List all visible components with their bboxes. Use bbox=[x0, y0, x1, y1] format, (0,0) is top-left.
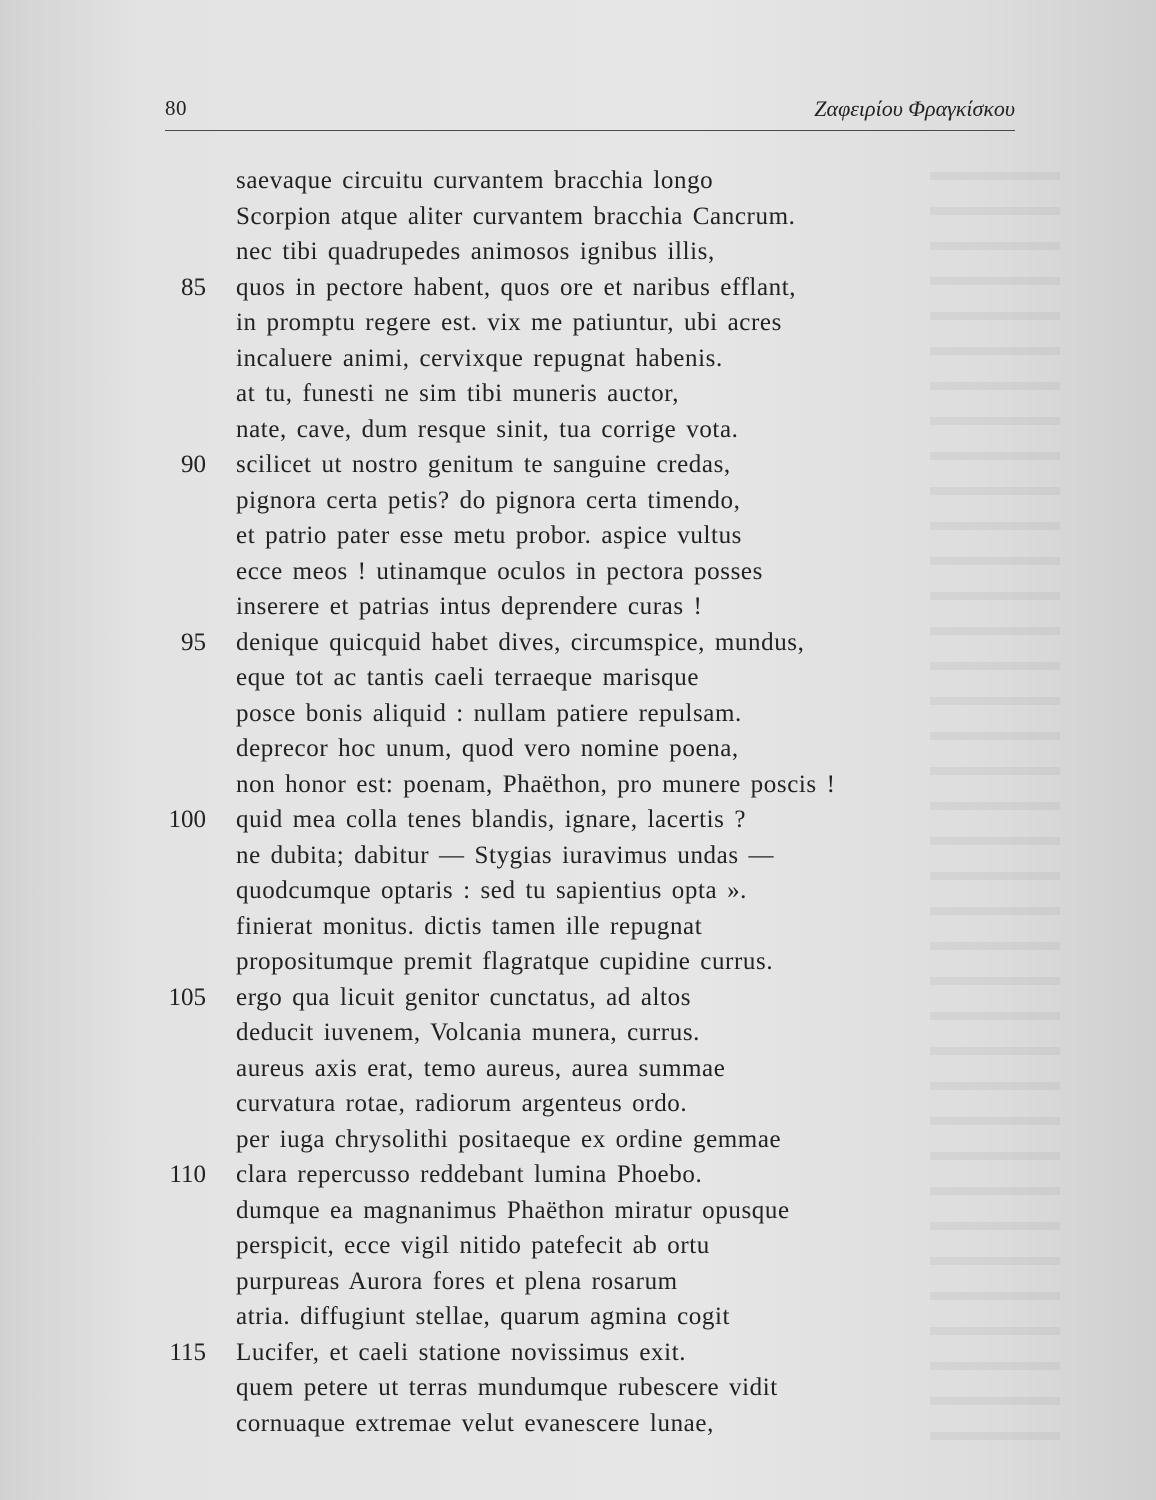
verse-text: incaluere animi, cervixque repugnat habenis. bbox=[236, 344, 723, 372]
verse-line bbox=[0, 167, 1156, 203]
verse-line bbox=[0, 593, 1156, 629]
verse-line bbox=[0, 1303, 1156, 1339]
page-number: 80 bbox=[165, 96, 187, 120]
verse-text: et patrio pater esse metu probor. aspice vultus bbox=[236, 522, 743, 549]
verse-line bbox=[0, 1339, 1156, 1375]
verse-line bbox=[0, 771, 1156, 807]
verse-line bbox=[0, 948, 1156, 984]
verse-text: clara repercusso reddebant lumina Phoebo. bbox=[236, 1161, 703, 1188]
verse-text: nec tibi quadrupedes animosos ignibus illis, bbox=[236, 238, 715, 265]
line-number: 85 bbox=[181, 273, 206, 301]
verse-line bbox=[0, 735, 1156, 771]
verse-line bbox=[0, 913, 1156, 949]
verse-text: nate, cave, dum resque sinit, tua corrige vota. bbox=[236, 415, 739, 443]
verse-text: aureus axis erat, temo aureus, aurea summae bbox=[236, 1054, 726, 1082]
line-number: 105 bbox=[168, 983, 206, 1011]
verse-text: scilicet ut nostro genitum te sanguine credas, bbox=[236, 451, 731, 478]
verse-text: Scorpion atque aliter curvantem bracchia Cancrum. bbox=[236, 202, 796, 230]
verse-line bbox=[0, 451, 1156, 487]
verse-text: eque tot ac tantis caeli terraeque marisque bbox=[236, 664, 700, 691]
verse-text: deducit iuvenem, Volcania munera, currus. bbox=[236, 1019, 701, 1046]
verse-text: ne dubita; dabitur — Stygias iuravimus undas — bbox=[236, 841, 775, 869]
line-number: 110 bbox=[169, 1161, 206, 1188]
verse-line bbox=[0, 1197, 1156, 1233]
verse-text: purpureas Aurora fores et plena rosarum bbox=[236, 1267, 678, 1295]
verse-line bbox=[0, 380, 1156, 416]
verse-line bbox=[0, 1019, 1156, 1055]
verse-line bbox=[0, 984, 1156, 1020]
verse-text: Lucifer, et caeli statione novissimus exit. bbox=[236, 1338, 687, 1366]
verse-line bbox=[0, 842, 1156, 878]
verse-text: propositumque premit flagratque cupidine currus. bbox=[236, 948, 774, 975]
verse-line bbox=[0, 345, 1156, 381]
verse-line bbox=[0, 487, 1156, 523]
verse-text: denique quicquid habet dives, circumspice, mundus, bbox=[236, 628, 805, 656]
line-number: 95 bbox=[181, 628, 206, 656]
running-title: Ζαφειρίου Φραγκίσκου bbox=[814, 96, 1015, 121]
verse-text: quodcumque optaris : sed tu sapientius opta ». bbox=[236, 877, 748, 904]
verse-text: posce bonis aliquid : nullam patiere repulsam. bbox=[236, 699, 742, 727]
verse-text: ergo qua licuit genitor cunctatus, ad altos bbox=[236, 983, 692, 1011]
verse-line bbox=[0, 700, 1156, 736]
verse-text: per iuga chrysolithi positaeque ex ordine gemmae bbox=[236, 1125, 782, 1153]
verse-line bbox=[0, 203, 1156, 239]
verse-text: finierat monitus. dictis tamen ille repugnat bbox=[236, 912, 703, 940]
verse-line bbox=[0, 238, 1156, 274]
verse-text: atria. diffugiunt stellae, quarum agmina cogit bbox=[236, 1303, 731, 1330]
verse-text: cornuaque extremae velut evanescere lunae, bbox=[236, 1409, 714, 1437]
verse-line bbox=[0, 629, 1156, 665]
verse-text: saevaque circuitu curvantem bracchia longo bbox=[236, 167, 714, 194]
verse-text: in promptu regere est. vix me patiuntur, ubi acres bbox=[236, 309, 782, 336]
verse-line bbox=[0, 558, 1156, 594]
verse-text: at tu, funesti ne sim tibi muneris auctor, bbox=[236, 380, 680, 407]
verse-text: curvatura rotae, radiorum argenteus ordo. bbox=[236, 1090, 688, 1117]
verse-line bbox=[0, 274, 1156, 310]
verse-line bbox=[0, 1268, 1156, 1304]
verse-line bbox=[0, 1126, 1156, 1162]
verse-line bbox=[0, 522, 1156, 558]
verse-text: pignora certa petis? do pignora certa timendo, bbox=[236, 486, 741, 514]
verse-block bbox=[0, 167, 1156, 1445]
verse-line bbox=[0, 1055, 1156, 1091]
verse-line bbox=[0, 1410, 1156, 1446]
verse-text: non honor est: poenam, Phaëthon, pro munere poscis ! bbox=[236, 770, 836, 798]
verse-line bbox=[0, 1374, 1156, 1410]
verse-text: dumque ea magnanimus Phaëthon miratur opusque bbox=[236, 1196, 790, 1224]
verse-line bbox=[0, 806, 1156, 842]
line-number: 115 bbox=[169, 1338, 206, 1366]
verse-line bbox=[0, 1090, 1156, 1126]
verse-text: deprecor hoc unum, quod vero nomine poena, bbox=[236, 735, 739, 762]
verse-text: quid mea colla tenes blandis, ignare, lacertis ? bbox=[236, 806, 747, 833]
verse-text: quos in pectore habent, quos ore et naribus efflant, bbox=[236, 273, 797, 301]
line-number: 100 bbox=[168, 806, 206, 833]
page-header bbox=[165, 94, 1015, 131]
verse-text: ecce meos ! utinamque oculos in pectora posses bbox=[236, 557, 763, 585]
verse-text: quem petere ut terras mundumque rubescere vidit bbox=[236, 1374, 778, 1401]
verse-line bbox=[0, 664, 1156, 700]
line-number: 90 bbox=[181, 451, 206, 478]
verse-line bbox=[0, 1232, 1156, 1268]
verse-line bbox=[0, 309, 1156, 345]
verse-line bbox=[0, 1161, 1156, 1197]
verse-line bbox=[0, 416, 1156, 452]
verse-text: perspicit, ecce vigil nitido patefecit ab ortu bbox=[236, 1232, 710, 1259]
verse-line bbox=[0, 877, 1156, 913]
verse-text: inserere et patrias intus deprendere curas ! bbox=[236, 593, 703, 620]
